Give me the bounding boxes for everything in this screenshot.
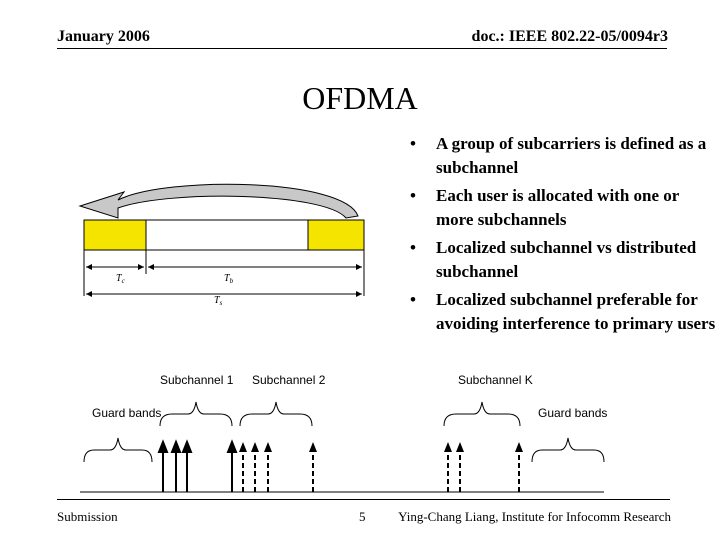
cyclic-prefix-copy-arrow	[80, 184, 358, 218]
bullet-text: Localized subchannel preferable for avoiding interference to primary users	[436, 290, 716, 333]
slide-title: OFDMA	[302, 80, 418, 116]
subchannel-diagram	[80, 366, 640, 496]
subchannel-2-label: Subchannel 2	[252, 373, 326, 387]
subchannel-2-arrowheads	[239, 442, 317, 452]
bullet-item	[410, 184, 718, 232]
subchannel-1-subcarriers	[159, 442, 236, 492]
guard-bands-left-label: Guard bands	[92, 406, 162, 420]
symbol-body-block	[146, 220, 308, 250]
ts-label: $T_s$	[214, 295, 223, 306]
bullet-text: Localized subchannel vs distributed subchannel	[436, 238, 697, 281]
header-date: January 2006	[57, 28, 150, 45]
subcarrier-arrowhead	[264, 442, 272, 452]
subchannel-1-brace	[160, 402, 232, 426]
header-doc-id: doc.: IEEE 802.22-05/0094r3	[471, 28, 668, 45]
subcarrier-arrowhead	[309, 442, 317, 452]
bullet-text: Each user is allocated with one or more subchannels	[436, 186, 680, 229]
subcarrier-arrowhead	[251, 442, 259, 452]
bullet-item	[410, 236, 718, 284]
subcarrier-arrowhead	[239, 442, 247, 452]
subcarrier-arrowhead	[183, 442, 191, 452]
guard-band-right-brace	[532, 438, 604, 462]
subchannel-1-label: Subchannel 1	[160, 373, 234, 387]
ofdm-symbol-diagram	[76, 178, 366, 306]
subchannel-2-brace	[240, 402, 312, 426]
footer-author: Ying-Chang Liang, Institute for Infocomm Research	[398, 509, 671, 524]
subchannel-k-label: Subchannel K	[458, 373, 533, 387]
bullet-item	[410, 288, 718, 336]
subchannel-k-arrowheads	[444, 442, 523, 452]
bullet-marker: •	[410, 238, 416, 257]
footer-divider	[57, 499, 670, 500]
footer-submission: Submission	[57, 509, 118, 524]
bullet-item	[410, 132, 718, 180]
bullet-text: A group of subcarriers is defined as a subchannel	[436, 134, 707, 177]
subchannel-k-subcarriers	[448, 450, 519, 492]
bullet-marker: •	[410, 290, 416, 309]
subchannel-k-brace	[444, 402, 520, 426]
cyclic-prefix-block	[84, 220, 146, 250]
tb-label: $T_b$	[224, 273, 234, 285]
subchannel-2-subcarriers	[243, 450, 313, 492]
bullet-list	[410, 132, 718, 340]
subcarrier-arrowhead	[456, 442, 464, 452]
subcarrier-arrowhead	[172, 442, 180, 452]
footer-page-number: 5	[359, 509, 366, 524]
guard-bands-right-label: Guard bands	[538, 406, 608, 420]
header-divider	[57, 48, 667, 49]
bullet-marker: •	[410, 186, 416, 205]
subcarrier-arrowhead	[444, 442, 452, 452]
copied-tail-block	[308, 220, 364, 250]
subcarrier-arrowhead	[228, 442, 236, 452]
tc-label: $T_c$	[116, 273, 125, 285]
guard-band-left-brace	[84, 438, 152, 462]
subcarrier-arrowhead	[515, 442, 523, 452]
bullet-marker: •	[410, 134, 416, 153]
subcarrier-arrowhead	[159, 442, 167, 452]
